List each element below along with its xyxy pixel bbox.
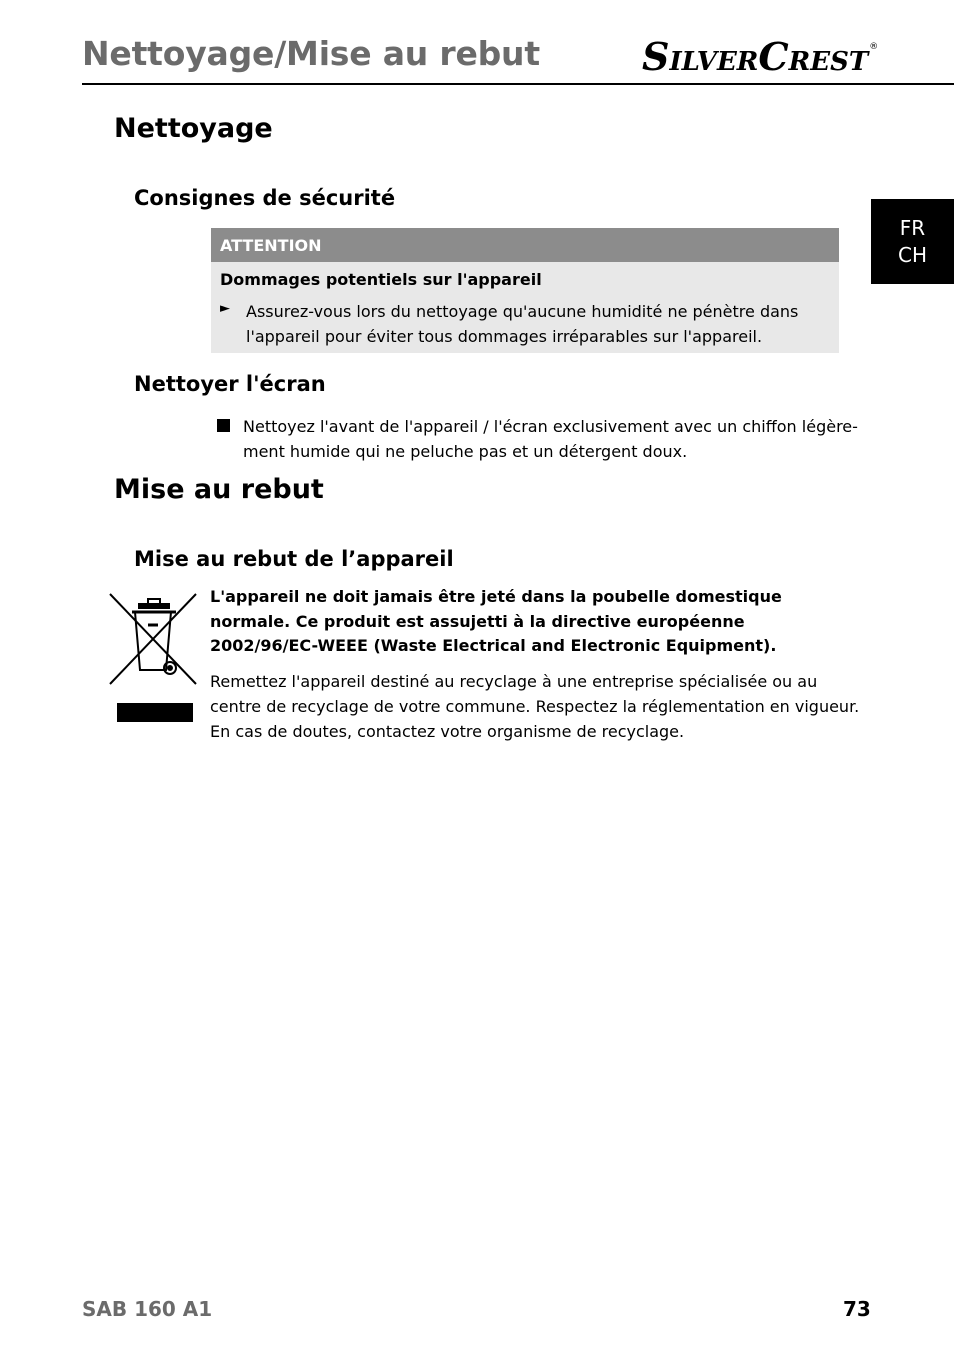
disposal-instructions-text: Remettez l'appareil destiné au recyclage à une entreprise spécialisée ou au centre de recyclage de votre commune. Respectez la réglementation en vigueur. En cas de doutes, contactez votre organisme de recyclage. [210, 672, 860, 741]
language-code-fr: FR [899, 216, 926, 240]
language-code-ch: CH [897, 243, 927, 267]
header-divider [82, 83, 954, 85]
model-number: SAB 160 A1 [82, 1297, 213, 1321]
section-heading-cleaning: Nettoyage [114, 113, 273, 144]
warning-text: Assurez-vous lors du nettoyage qu'aucune humidité ne pénètre dans l'appareil pour éviter tous dommages irréparables sur l'appareil. [246, 302, 799, 346]
language-tab [871, 199, 954, 284]
arrow-bullet-icon: ► [220, 301, 230, 316]
page-number: 73 [843, 1297, 871, 1321]
section-heading-disposal: Mise au rebut [114, 474, 324, 505]
warning-label: ATTENTION [211, 228, 839, 262]
weee-bar-mark [117, 703, 193, 722]
page-title: Nettoyage/Mise au rebut [82, 34, 540, 73]
crossed-bin-icon [108, 590, 200, 688]
screen-cleaning-text: Nettoyez l'avant de l'appareil / l'écran exclusivement avec un chiffon légère- ment humide qui ne peluche pas et un détergent doux. [243, 417, 858, 461]
warning-subtitle: Dommages potentiels sur l'appareil [220, 270, 542, 289]
subsection-heading-safety: Consignes de sécurité [134, 186, 396, 210]
warning-box [211, 228, 839, 353]
brand-logo: SILVERCREST® [642, 34, 879, 79]
square-bullet-icon [217, 419, 230, 432]
subsection-heading-screen: Nettoyer l'écran [134, 372, 326, 396]
subsection-heading-device-disposal: Mise au rebut de l’appareil [134, 547, 454, 571]
disposal-warning-text: L'appareil ne doit jamais être jeté dans la poubelle domestique normale. Ce produit est assujetti à la directive européenne 2002/96/EC-WEEE (Waste Electrical and Electronic Equipment). [210, 587, 782, 655]
